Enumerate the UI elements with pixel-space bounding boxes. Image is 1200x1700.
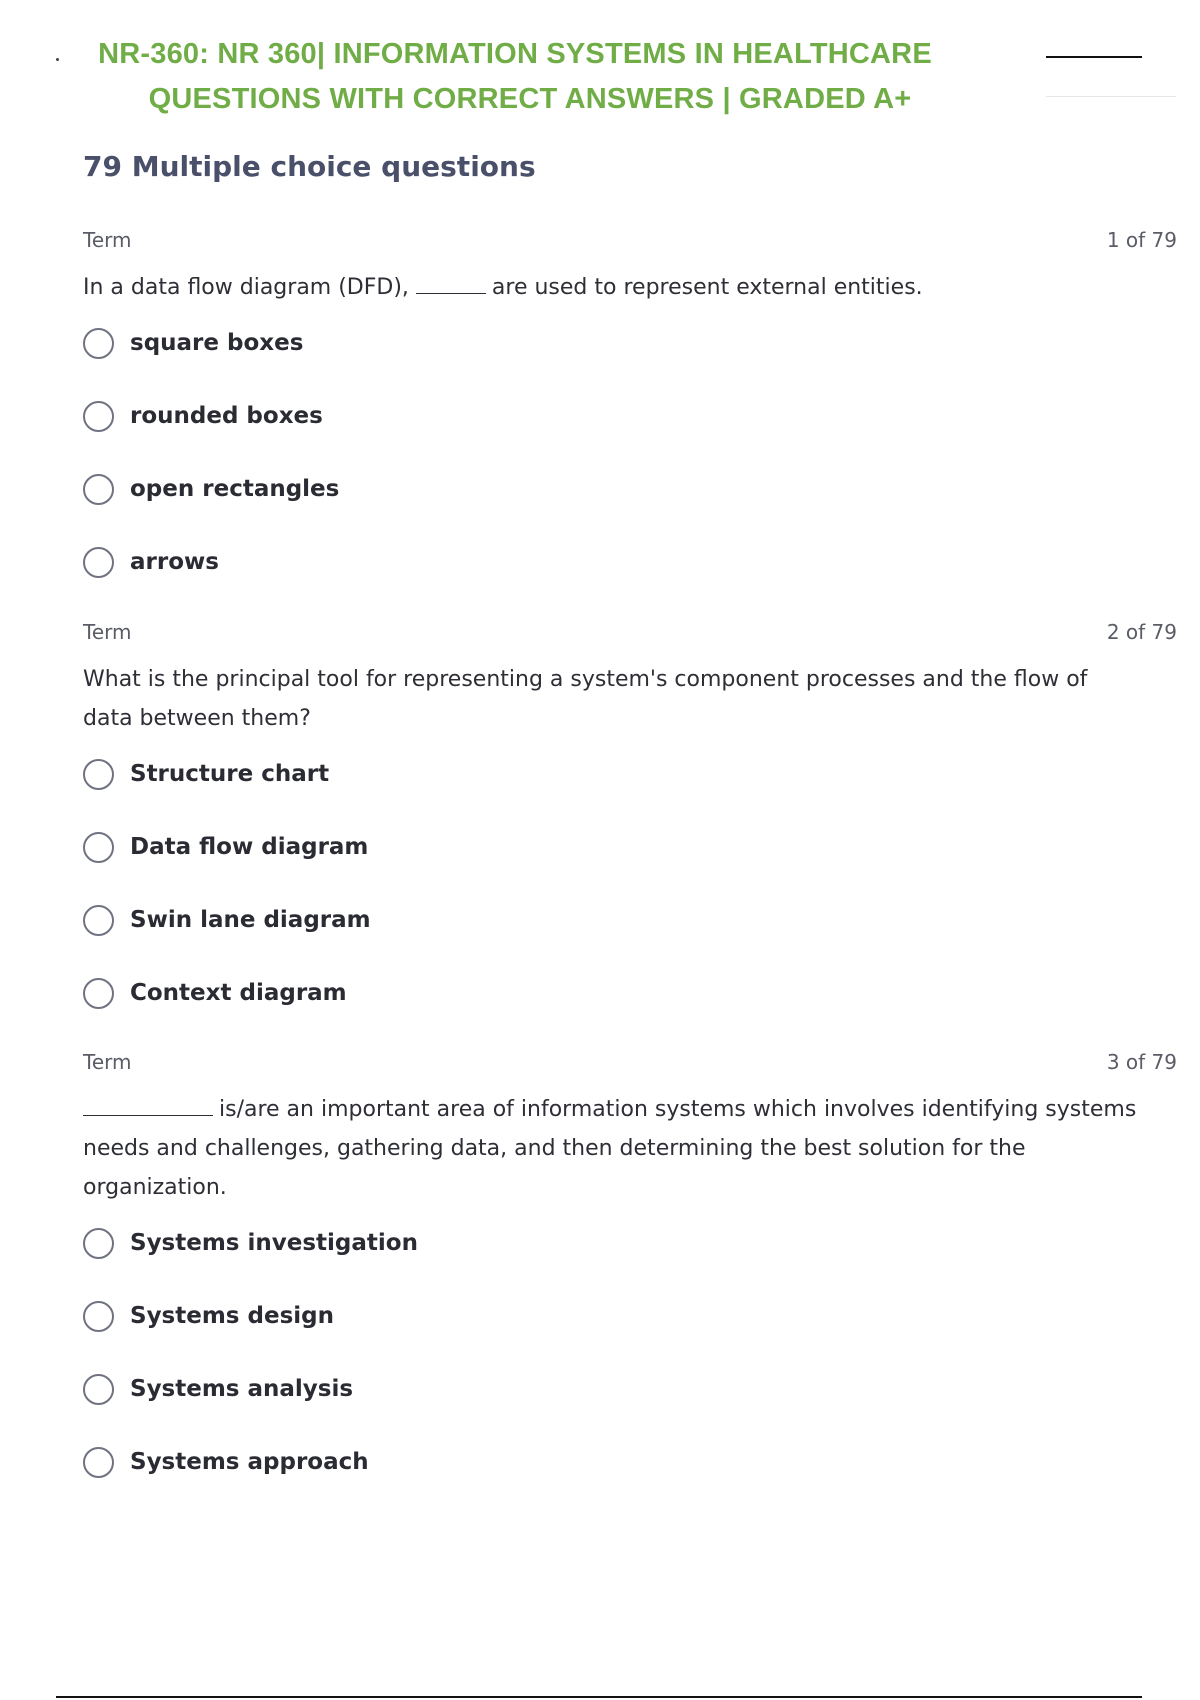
radio-button-icon[interactable]: [83, 978, 114, 1009]
option-square-boxes[interactable]: [83, 325, 1177, 361]
document-title-line-2: QUESTIONS WITH CORRECT ANSWERS | GRADED A+: [148, 83, 912, 115]
option-label: square boxes: [130, 330, 304, 356]
header-rule-faint: [1046, 96, 1176, 97]
radio-button-icon[interactable]: [83, 1374, 114, 1405]
option-label: Structure chart: [130, 761, 330, 787]
answer-options: [83, 756, 1177, 1011]
option-label: Swin lane diagram: [130, 907, 371, 933]
option-label: Context diagram: [130, 980, 347, 1006]
term-label: Term: [83, 228, 132, 252]
option-data-flow-diagram[interactable]: [83, 829, 1177, 865]
header-rule: [1046, 56, 1142, 58]
question-text: [83, 1090, 1143, 1207]
question-2: [83, 620, 1177, 1048]
option-label: Data flow diagram: [130, 834, 369, 860]
option-swin-lane-diagram[interactable]: [83, 902, 1177, 938]
question-text: [83, 268, 1143, 307]
option-systems-investigation[interactable]: [83, 1225, 1177, 1261]
question-text-after: is/are an important area of information systems which involves identifying systems needs and challenges, gathering data, and then determining the best solution for the organization.: [83, 1097, 1137, 1200]
term-label: Term: [83, 620, 132, 644]
answer-options: [83, 325, 1177, 580]
radio-button-icon[interactable]: [83, 759, 114, 790]
radio-button-icon[interactable]: [83, 1301, 114, 1332]
radio-button-icon[interactable]: [83, 401, 114, 432]
option-label: Systems design: [130, 1303, 334, 1329]
question-3: [83, 1050, 1177, 1517]
option-systems-design[interactable]: [83, 1298, 1177, 1334]
option-rounded-boxes[interactable]: [83, 398, 1177, 434]
question-counter: 2 of 79: [1106, 620, 1177, 644]
footer-rule: [56, 1696, 1142, 1698]
question-header: [83, 1050, 1177, 1080]
option-label: Systems analysis: [130, 1376, 354, 1402]
option-systems-analysis[interactable]: [83, 1371, 1177, 1407]
option-label: open rectangles: [130, 476, 340, 502]
question-text-before: In a data flow diagram (DFD),: [83, 275, 416, 300]
option-open-rectangles[interactable]: [83, 471, 1177, 507]
answer-blank: [416, 273, 486, 294]
option-label: Systems investigation: [130, 1230, 418, 1256]
document-title-line-1: NR-360: NR 360| INFORMATION SYSTEMS IN HEALTHCARE: [98, 38, 932, 70]
radio-button-icon[interactable]: [83, 1228, 114, 1259]
option-systems-approach[interactable]: [83, 1444, 1177, 1480]
radio-button-icon[interactable]: [83, 547, 114, 578]
radio-button-icon[interactable]: [83, 832, 114, 863]
radio-button-icon[interactable]: [83, 474, 114, 505]
radio-button-icon[interactable]: [83, 1447, 114, 1478]
question-header: [83, 228, 1177, 258]
option-arrows[interactable]: [83, 544, 1177, 580]
radio-button-icon[interactable]: [83, 328, 114, 359]
option-label: rounded boxes: [130, 403, 323, 429]
question-1: [83, 228, 1177, 617]
option-structure-chart[interactable]: [83, 756, 1177, 792]
question-text: What is the principal tool for representing a system's component processes and the flow of data between them?: [83, 667, 1088, 731]
question-counter: 1 of 79: [1106, 228, 1177, 252]
answer-options: [83, 1225, 1177, 1480]
option-context-diagram[interactable]: [83, 975, 1177, 1011]
question-counter: 3 of 79: [1106, 1050, 1177, 1074]
section-heading: 79 Multiple choice questions: [83, 150, 536, 183]
answer-blank: [83, 1095, 213, 1116]
option-label: arrows: [130, 549, 219, 575]
term-label: Term: [83, 1050, 132, 1074]
radio-button-icon[interactable]: [83, 905, 114, 936]
question-text-after: are used to represent external entities.: [491, 275, 923, 300]
question-header: [83, 620, 1177, 650]
option-label: Systems approach: [130, 1449, 369, 1475]
